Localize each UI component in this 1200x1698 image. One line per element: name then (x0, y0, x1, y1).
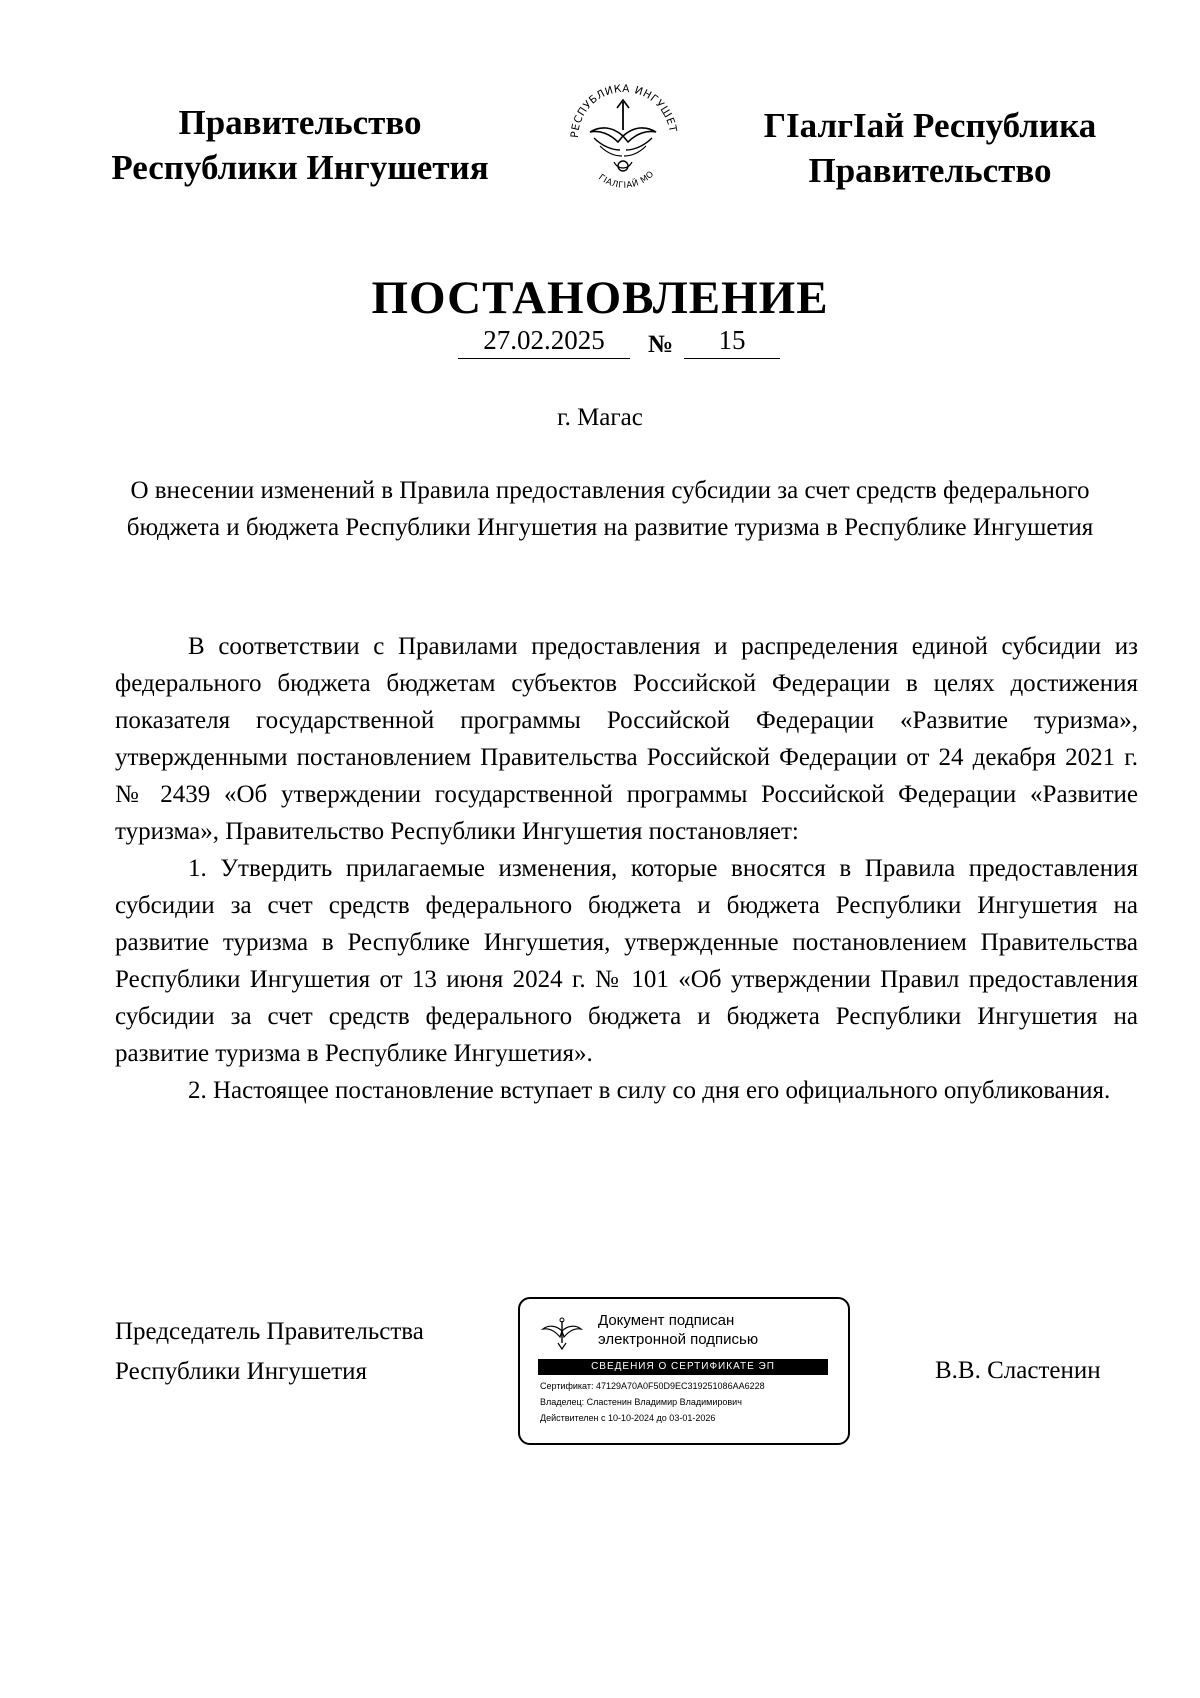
signer-title-line2: Республики Ингушетия (115, 1358, 368, 1385)
date-number-row (0, 322, 1200, 362)
header-right (720, 103, 1140, 193)
document-subject: О внесении изменений в Правила предоставления субсидии за счет средств федерального бюджета и бюджета Республики Ингушетия на развитие туризма в Республике Ингушетия (126, 477, 1094, 541)
stamp-owner: Владелец: Сластенин Владимир Владимирович (540, 1397, 742, 1407)
document-number: 15 (684, 322, 780, 359)
svg-text:РЕСПУБЛИКА ИНГУШЕТИЯ (556, 66, 679, 138)
signer-name: В.В. Сластенин (935, 1357, 1101, 1384)
stamp-certificate-bar: СВЕДЕНИЯ О СЕРТИФИКАТЕ ЭП (538, 1359, 828, 1375)
document-type-title: ПОСТАНОВЛЕНИЕ (371, 272, 829, 324)
body-paragraph-1: 1. Утвердить прилагаемые изменения, которые вносятся в Правила предоставления субсидии за счет средств федерального бюджета и бюджета Республики Ингушетия на развитие туризма в Республике Ингушетия, утвержденные постановлением Правительства Республики Ингушетия от 13 июня 2024 г. № 101 «Об утверждении Правил предоставления субсидии за счет средств федерального бюджета и бюджета Республики Ингушетия на развитие туризма в Республике Ингушетия». (115, 855, 1138, 1067)
signer-title-line1: Председатель Правительства (115, 1318, 424, 1345)
body-paragraph-2: 2. Настоящее постановление вступает в силу со дня его официального опубликования. (188, 1077, 1111, 1104)
number-sign: № (648, 331, 674, 358)
body-paragraph-preamble: В соответствии с Правилами предоставления и распределения единой субсидии из федерального бюджета бюджетам субъектов Российской Федерации в целях достижения показателя государственной программы Российской Федерации «Развитие туризма», утвержденными постановлением Правительства Российской Федерации от 24 декабря 2021 г. № 2439 «Об утверждении государственной программы Российской Федерации «Развитие туризма», Правительство Республики Ингушетия постановляет: (115, 633, 1138, 845)
signer-title (115, 1312, 424, 1392)
header-left (90, 100, 510, 190)
header-right-line2: Правительство (808, 151, 1052, 190)
city: г. Магас (557, 404, 643, 431)
header-right-line1: ГIалгIай Республика (763, 106, 1097, 145)
stamp-heading-line1: Документ подписан (598, 1312, 735, 1329)
emblem-bottom-text: ГIАЛГIАЙ МО (596, 169, 657, 191)
stamp-heading-line2: электронной подписью (598, 1331, 759, 1348)
document-body (115, 628, 1138, 1109)
eagle-icon (540, 1313, 584, 1357)
republic-emblem-icon (556, 66, 690, 200)
stamp-validity: Действителен с 10-10-2024 до 03-01-2026 (540, 1413, 716, 1423)
emblem-top-text: РЕСПУБЛИКА ИНГУШЕТ (568, 82, 679, 139)
electronic-signature-stamp (518, 1297, 850, 1445)
document-date: 27.02.2025 (458, 322, 630, 359)
header-left-line1: Правительство (178, 103, 422, 142)
header-left-line2: Республики Ингушетия (111, 148, 489, 187)
stamp-heading (598, 1311, 758, 1349)
stamp-certificate: Сертификат: 47129A70A0F50D9EC319251086AA6228 (540, 1381, 765, 1391)
